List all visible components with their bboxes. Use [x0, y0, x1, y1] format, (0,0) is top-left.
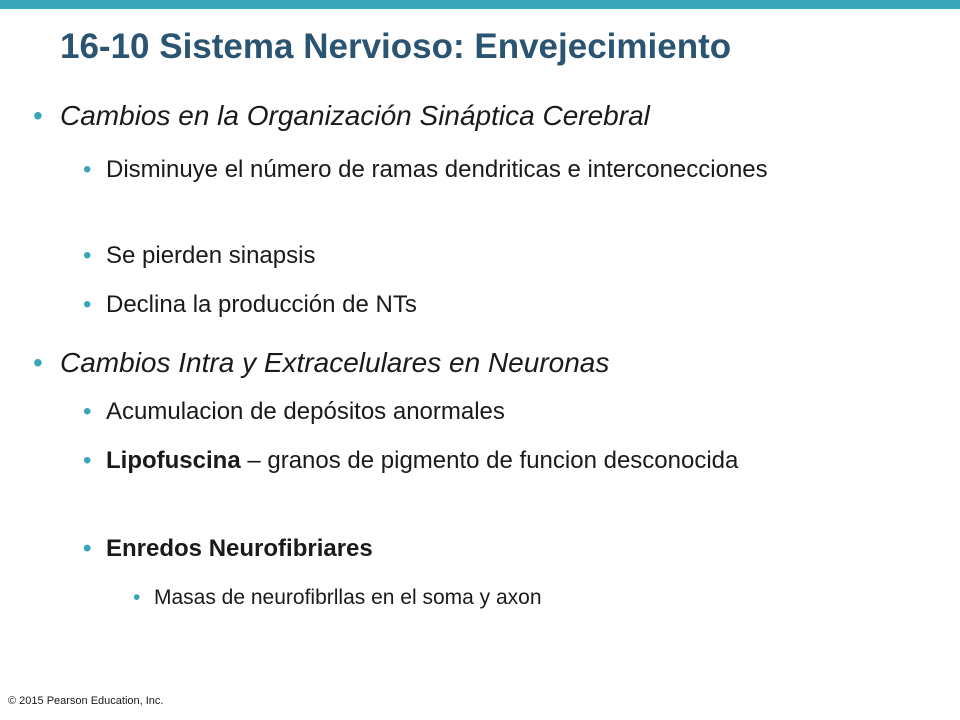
bullet-text: Masas de neurofibrllas en el soma y axon	[154, 586, 542, 609]
bullet-term: Lipofuscina	[106, 447, 241, 474]
bullet-text: Se pierden sinapsis	[106, 242, 316, 269]
bullet-text: Acumulacion de depósitos anormales	[106, 398, 505, 425]
bullet-level1-synaptic-changes	[33, 99, 650, 133]
bullet-dot-icon: •	[33, 100, 43, 131]
bullet-dot-icon: •	[133, 586, 141, 609]
bullet-dot-icon: •	[83, 156, 92, 183]
bullet-dot-icon: •	[83, 291, 92, 318]
top-accent-bar	[0, 0, 960, 9]
slide-title: 16-10 Sistema Nervioso: Envejecimiento	[60, 27, 732, 66]
bullet-text: – granos de pigmento de funcion desconocida	[240, 447, 739, 474]
bullet-text: Disminuye el número de ramas dendriticas e interconecciones	[106, 156, 768, 183]
bullet-level2-lipofuscin	[83, 444, 806, 478]
bullet-level2-deposits	[83, 395, 505, 429]
bullet-dot-icon: •	[33, 347, 43, 378]
bullet-text: Cambios Intra y Extracelulares en Neuronas	[60, 347, 610, 378]
bullet-dot-icon: •	[83, 535, 92, 562]
bullet-text: Enredos Neurofibriares	[106, 535, 373, 562]
bullet-dot-icon: •	[83, 447, 92, 474]
bullet-dot-icon: •	[83, 398, 92, 425]
bullet-dot-icon: •	[83, 242, 92, 269]
bullet-level2-dendrites	[83, 153, 806, 187]
bullet-level1-cellular-changes	[33, 346, 610, 380]
bullet-level2-tangles	[83, 532, 373, 566]
bullet-text: Cambios en la Organización Sináptica Cerebral	[60, 100, 650, 131]
bullet-level2-nts	[83, 288, 417, 322]
bullet-text: Declina la producción de NTs	[106, 291, 417, 318]
bullet-level2-synapses	[83, 239, 316, 273]
bullet-level3-neurofibrils	[133, 583, 542, 613]
copyright-footer: © 2015 Pearson Education, Inc.	[8, 695, 164, 707]
